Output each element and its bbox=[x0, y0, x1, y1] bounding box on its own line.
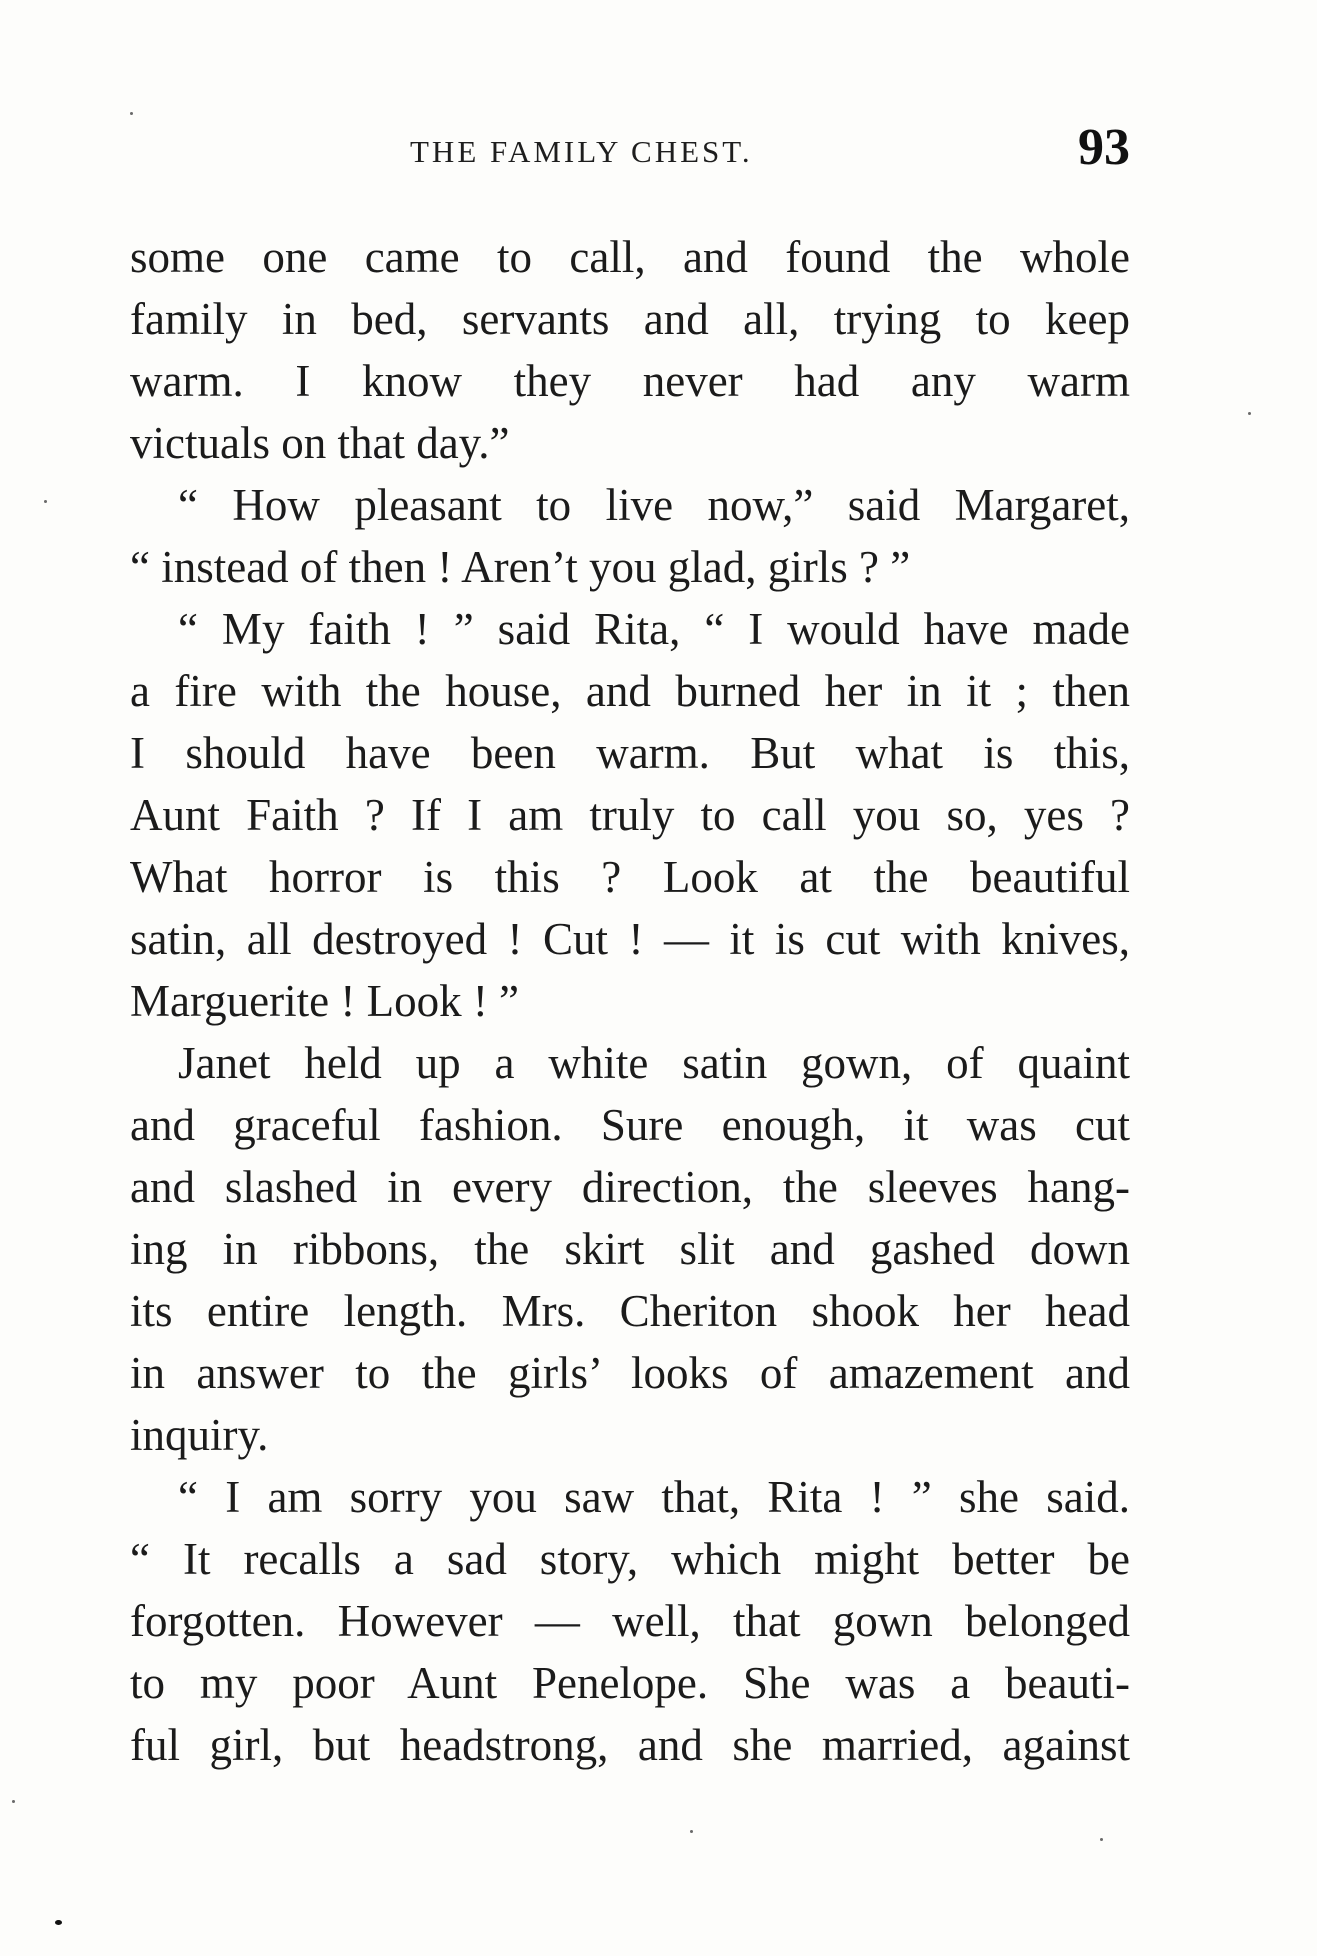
text-line: and slashed in every direction, the sleeves hang- bbox=[130, 1162, 1130, 1212]
text-line: What horror is this ? Look at the beautiful bbox=[130, 852, 1130, 902]
text-line: “ How pleasant to live now,” said Margaret, bbox=[178, 480, 1130, 530]
text-line: family in bed, servants and all, trying to keep bbox=[130, 294, 1130, 344]
text-line: Marguerite ! Look ! ” bbox=[130, 976, 520, 1026]
paper-speck bbox=[1100, 1838, 1103, 1841]
text-line: and graceful fashion. Sure enough, it was cut bbox=[130, 1100, 1130, 1150]
text-line: victuals on that day.” bbox=[130, 418, 510, 468]
text-line: some one came to call, and found the whole bbox=[130, 232, 1130, 282]
text-line: Janet held up a white satin gown, of quaint bbox=[178, 1038, 1130, 1088]
text-line: ful girl, but headstrong, and she married, against bbox=[130, 1720, 1130, 1770]
text-line: forgotten. However — well, that gown belonged bbox=[130, 1596, 1130, 1646]
text-line: warm. I know they never had any warm bbox=[130, 356, 1130, 406]
text-line: satin, all destroyed ! Cut ! — it is cut with knives, bbox=[130, 914, 1130, 964]
text-line: to my poor Aunt Penelope. She was a beauti- bbox=[130, 1658, 1130, 1708]
text-line: inquiry. bbox=[130, 1410, 269, 1460]
text-line: “ It recalls a sad story, which might better be bbox=[130, 1534, 1130, 1584]
text-line: a fire with the house, and burned her in it ; then bbox=[130, 666, 1130, 716]
body-text bbox=[130, 226, 1130, 1776]
paper-speck bbox=[44, 500, 47, 503]
paper-speck bbox=[12, 1800, 15, 1803]
paper-speck bbox=[690, 1830, 693, 1833]
running-head-title: THE FAMILY CHEST. bbox=[410, 134, 753, 169]
text-line: “ instead of then ! Aren’t you glad, girls ? ” bbox=[130, 542, 911, 592]
text-line: “ I am sorry you saw that, Rita ! ” she said. bbox=[178, 1472, 1130, 1522]
text-line: ing in ribbons, the skirt slit and gashed down bbox=[130, 1224, 1130, 1274]
paper-speck bbox=[1248, 412, 1251, 415]
text-line: in answer to the girls’ looks of amazement and bbox=[130, 1348, 1130, 1398]
text-line: “ My faith ! ” said Rita, “ I would have made bbox=[178, 604, 1130, 654]
paper-speck bbox=[55, 1920, 62, 1925]
page-header bbox=[130, 118, 1130, 178]
text-line: I should have been warm. But what is this, bbox=[130, 728, 1130, 778]
text-line: its entire length. Mrs. Cheriton shook her head bbox=[130, 1286, 1130, 1336]
page-number: 93 bbox=[1078, 119, 1130, 176]
text-line: Aunt Faith ? If I am truly to call you so, yes ? bbox=[130, 790, 1130, 840]
paper-speck bbox=[130, 112, 133, 115]
